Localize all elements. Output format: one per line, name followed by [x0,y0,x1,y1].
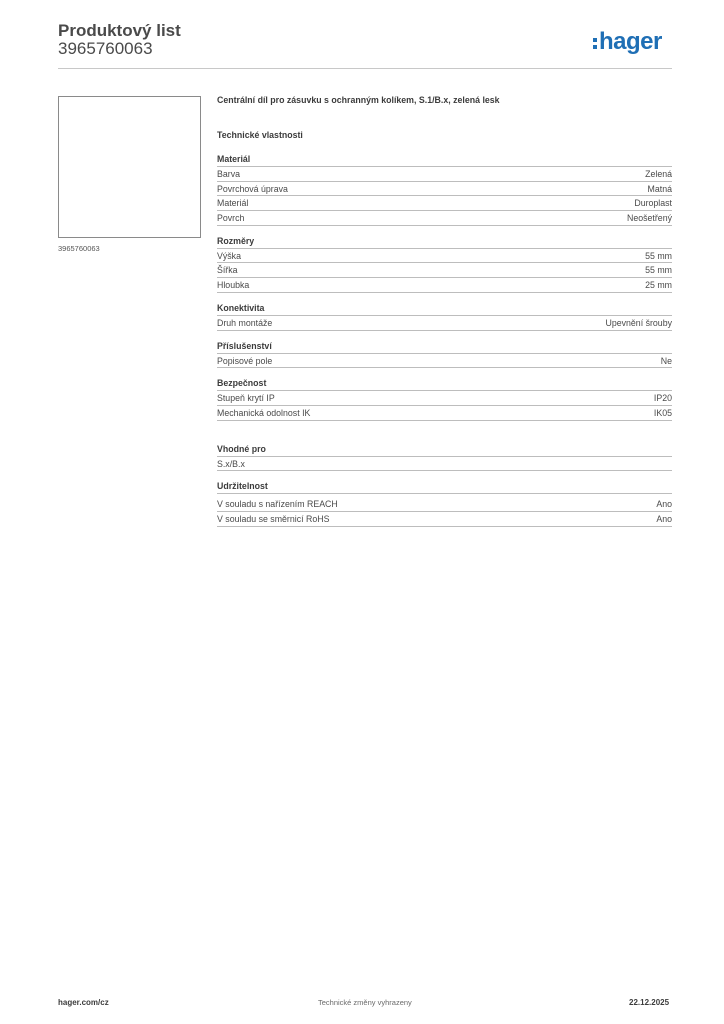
spec-value: Matná [647,183,672,194]
spec-row [217,391,672,406]
spec-value: 55 mm [645,265,672,276]
spec-row [217,167,672,182]
spec-value: Zelená [645,169,672,179]
section-material [217,154,672,226]
spec-value: Ano [656,513,672,524]
spec-row [217,211,672,226]
footer-website-link[interactable]: hager.com/cz [58,998,109,1007]
section-connectivity [217,303,672,331]
spec-value: Ne [660,355,672,366]
spec-value: Ano [656,499,672,510]
spec-value: 25 mm [645,280,672,291]
logo-dots-icon [593,38,597,49]
page-title: Produktový list [58,21,181,40]
section-title: Příslušenství [217,341,672,354]
product-code: 3965760063 [58,39,153,58]
spec-row [217,497,672,512]
spec-content [217,95,672,527]
spec-label: Stupeň krytí IP [217,393,275,404]
product-description: Centrální díl pro zásuvku s ochranným kolíkem, S.1/B.x, zelená lesk [217,95,500,105]
spec-value: Upevnění šrouby [605,317,672,328]
spec-label: Druh montáže [217,317,273,328]
section-title: Materiál [217,154,672,167]
spec-row [217,263,672,278]
spec-label: Mechanická odolnost IK [217,407,311,418]
technical-properties-title: Technické vlastnosti [217,130,303,140]
header-divider [58,68,672,69]
hager-logo [593,28,662,56]
section-accessories [217,341,672,369]
product-image-placeholder [58,96,201,238]
spec-row [217,316,672,331]
spec-label: Barva [217,169,240,179]
section-title: Udržitelnost [217,481,672,494]
spec-row [217,512,672,527]
section-dimensions [217,236,672,293]
spec-label: Popisové pole [217,355,273,366]
spec-label: Povrchová úprava [217,183,288,194]
section-safety [217,378,672,420]
section-sustainability [217,481,672,526]
spec-label: Výška [217,250,241,261]
footer-disclaimer: Technické změny vyhrazeny [318,998,412,1007]
spec-value: 55 mm [645,250,672,261]
spec-row [217,278,672,293]
spec-label: Hloubka [217,280,250,291]
spec-row [217,249,672,264]
spec-row [217,457,672,472]
spec-label: Materiál [217,198,249,209]
spec-label: S.x/B.x [217,458,245,469]
spec-label: V souladu s nařízením REACH [217,499,338,510]
spec-label: V souladu se směrnicí RoHS [217,513,330,524]
section-suitable-for [217,444,672,472]
spec-value: IK05 [653,407,672,418]
spec-value: Neošetřený [627,213,672,224]
image-caption: 3965760063 [58,244,100,253]
spec-value: IP20 [653,393,672,404]
spec-row [217,354,672,369]
spec-label: Šířka [217,265,238,276]
spec-row [217,182,672,197]
section-title: Bezpečnost [217,378,672,391]
spec-label: Povrch [217,213,245,224]
section-title: Vhodné pro [217,444,672,457]
spec-row [217,406,672,421]
spec-value: Duroplast [634,198,672,209]
section-title: Rozměry [217,236,672,249]
logo-text: hager [599,28,662,55]
section-title: Konektivita [217,303,672,316]
spec-row [217,196,672,211]
footer-date: 22.12.2025 [629,998,670,1007]
